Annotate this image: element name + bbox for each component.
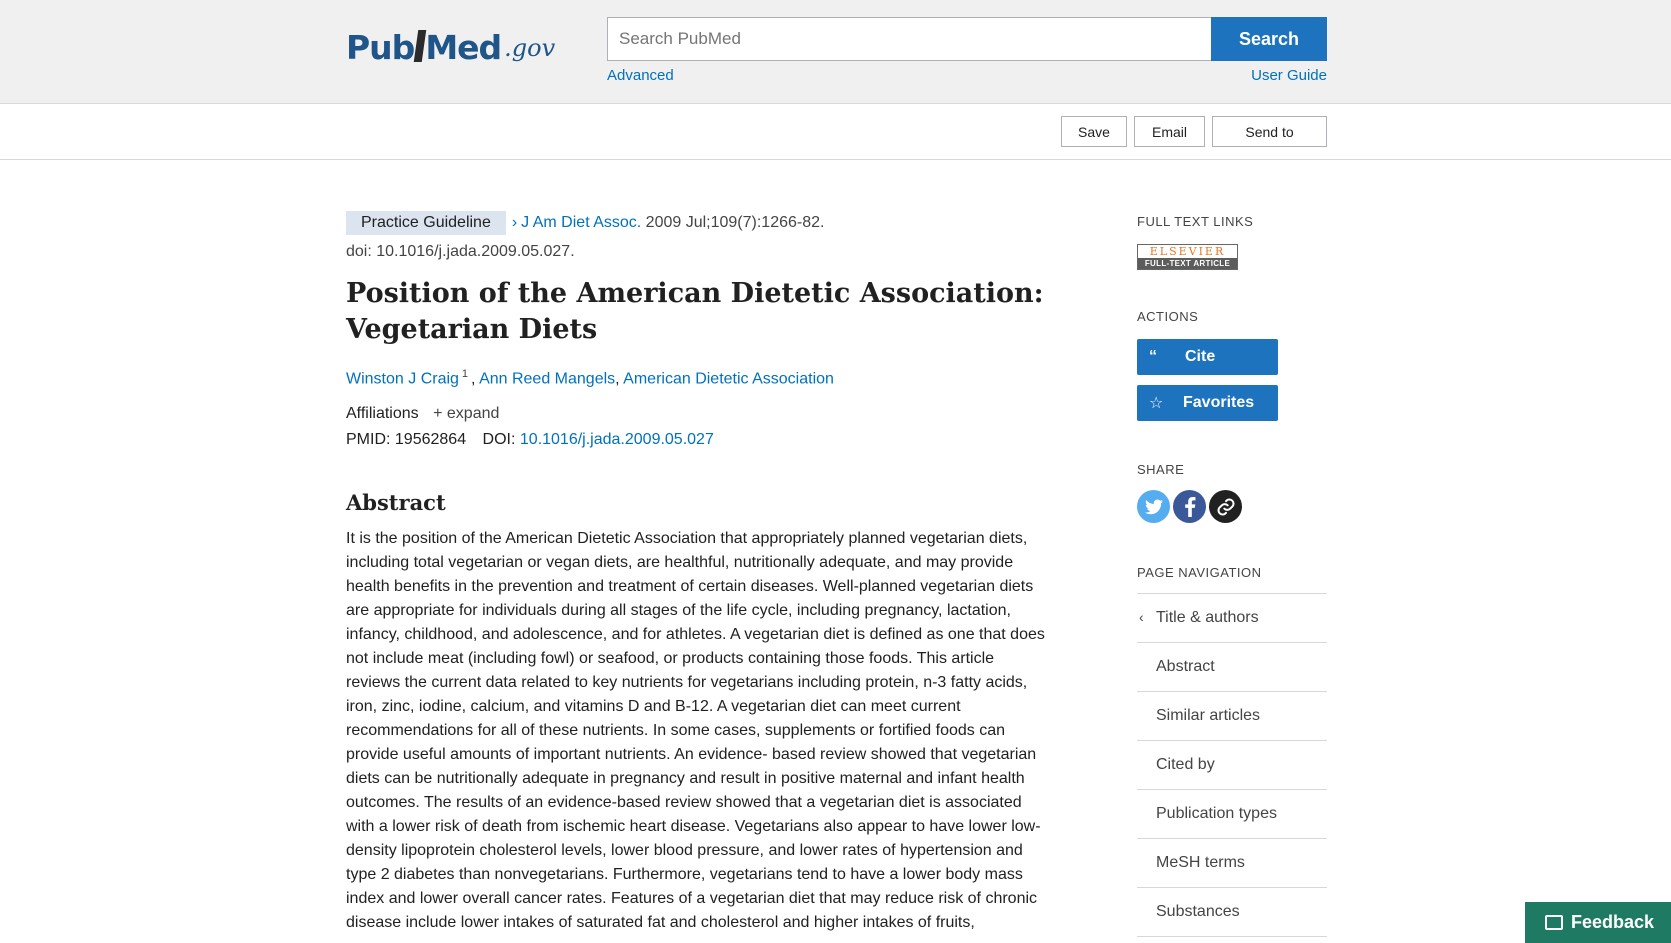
chevron-right-icon[interactable]: › bbox=[511, 214, 518, 231]
page-navigation-heading: PAGE NAVIGATION bbox=[1137, 565, 1262, 580]
nav-item-label: Title & authors bbox=[1156, 609, 1259, 626]
nav-item-cited-by[interactable] bbox=[1137, 741, 1327, 790]
author-link[interactable]: Winston J Craig bbox=[346, 370, 459, 388]
journal-issue: 2009 Jul;109(7):1266-82. bbox=[645, 214, 825, 231]
logo-med-text: Med bbox=[425, 28, 502, 67]
actions-heading: ACTIONS bbox=[1137, 309, 1199, 324]
page-navigation bbox=[1137, 593, 1327, 937]
abstract-line: It is the position of the American Dietetic Association that appropriately planned vegetarian diets, bbox=[346, 530, 1028, 547]
expand-affiliations-button[interactable] bbox=[433, 405, 499, 422]
favorites-label: Favorites bbox=[1183, 394, 1255, 411]
author-link[interactable]: Ann Reed Mangels bbox=[479, 370, 616, 388]
nav-item-similar-articles[interactable] bbox=[1137, 692, 1327, 741]
share-buttons bbox=[1137, 490, 1242, 523]
twitter-icon[interactable] bbox=[1137, 490, 1170, 523]
nav-item-label: Abstract bbox=[1156, 658, 1215, 675]
affiliation-marker[interactable]: 1 bbox=[461, 368, 469, 380]
expand-label: expand bbox=[446, 405, 500, 422]
abstract-line: outcomes. The results of an evidence-based review showed that a vegetarian diet is associated bbox=[346, 794, 1022, 811]
quote-icon: “ bbox=[1149, 348, 1157, 365]
search-button[interactable]: Search bbox=[1211, 17, 1327, 61]
author-link[interactable]: American Dietetic Association bbox=[623, 370, 834, 388]
pmid-value: 19562864 bbox=[394, 431, 467, 448]
authors-list: Winston J Craig $^1$ , Ann Reed Mangels, American Dietetic Association bbox=[346, 368, 834, 388]
chevron-left-icon: ‹ bbox=[1139, 609, 1144, 625]
affiliations-row bbox=[346, 405, 499, 423]
abstract-line: index and lower overall cancer rates. Features of a vegetarian diet that may reduce risk of chronic bbox=[346, 890, 1038, 907]
affiliations-label: Affiliations bbox=[346, 405, 419, 422]
feedback-label: Feedback bbox=[1571, 912, 1655, 932]
email-button[interactable]: Email bbox=[1134, 116, 1205, 147]
article-toolbar bbox=[0, 104, 1671, 160]
abstract-line: reviews the current data related to key nutrients for vegetarians including protein, n-3 fatty acids, bbox=[346, 674, 1028, 691]
elsevier-full-text-link[interactable] bbox=[1137, 244, 1238, 270]
nav-item-label: Substances bbox=[1156, 903, 1240, 920]
abstract-line: infancy, childhood, and adolescence, and for athletes. A vegetarian diet is defined as one that does bbox=[346, 626, 1045, 643]
comment-icon bbox=[1545, 915, 1563, 930]
abstract-line: including total vegetarian or vegan diets, are healthful, nutritionally adequate, and may provide bbox=[346, 554, 1014, 571]
site-header bbox=[0, 0, 1671, 104]
citation-doi: doi: 10.1016/j.jada.2009.05.027. bbox=[346, 243, 575, 260]
search-input[interactable] bbox=[607, 17, 1212, 61]
elsevier-full-text-label: FULL-TEXT ARTICLE bbox=[1138, 258, 1237, 269]
advanced-search-link[interactable]: Advanced bbox=[607, 67, 674, 84]
nav-item-label: Similar articles bbox=[1156, 707, 1261, 724]
logo-pub-text: Pub bbox=[346, 28, 415, 67]
nav-item-label: Cited by bbox=[1156, 756, 1215, 773]
permalink-icon[interactable] bbox=[1209, 490, 1242, 523]
citation bbox=[346, 208, 1066, 266]
abstract-line: are appropriate for individuals during all stages of the life cycle, including pregnancy, lactation, bbox=[346, 602, 1011, 619]
favorites-button[interactable] bbox=[1137, 385, 1278, 421]
journal-link[interactable]: J Am Diet Assoc. bbox=[521, 214, 642, 231]
send-to-button[interactable]: Send to bbox=[1212, 116, 1327, 147]
nav-item-label: MeSH terms bbox=[1156, 854, 1245, 871]
abstract-line: disease include lower intakes of saturated fat and cholesterol and higher intakes of fruits, bbox=[346, 914, 975, 931]
save-button[interactable]: Save bbox=[1061, 116, 1127, 147]
abstract-line: iron, zinc, iodine, calcium, and vitamins D and B-12. A vegetarian diet can meet current bbox=[346, 698, 961, 715]
abstract-line: recommendations for all of these nutrients. In some cases, supplements or fortified foods can bbox=[346, 722, 1005, 739]
nav-item-substances[interactable] bbox=[1137, 888, 1327, 937]
nav-item-abstract[interactable] bbox=[1137, 643, 1327, 692]
feedback-button[interactable] bbox=[1525, 902, 1671, 943]
abstract-line: diets can be nutritionally adequate in pregnancy and result in positive maternal and infant health bbox=[346, 770, 1025, 787]
pmid-label: PMID: bbox=[346, 431, 391, 448]
abstract-line: not include meat (including fowl) or seafood, or products containing those foods. This article bbox=[346, 650, 995, 667]
pubmed-logo[interactable] bbox=[346, 14, 556, 67]
doi-link[interactable]: 10.1016/j.jada.2009.05.027 bbox=[519, 431, 714, 448]
identifiers bbox=[346, 431, 714, 449]
doi-label: DOI: bbox=[482, 431, 516, 448]
nav-item-publication-types[interactable] bbox=[1137, 790, 1327, 839]
plus-icon: + bbox=[433, 405, 443, 422]
abstract-line: with a lower risk of death from ischemic heart disease. Vegetarians also appear to have lower low- bbox=[346, 818, 1041, 835]
nav-item-mesh-terms[interactable] bbox=[1137, 839, 1327, 888]
logo-gov-text: .gov bbox=[504, 34, 556, 62]
cite-button[interactable] bbox=[1137, 339, 1278, 375]
share-heading: SHARE bbox=[1137, 462, 1185, 477]
cite-label: Cite bbox=[1185, 348, 1216, 365]
nav-item-label: Publication types bbox=[1156, 805, 1277, 822]
page-title: Position of the American Dietetic Association: Vegetarian Diets bbox=[346, 278, 1044, 345]
nav-item-title-authors[interactable] bbox=[1137, 594, 1327, 643]
star-icon: ☆ bbox=[1149, 395, 1164, 412]
abstract-line: type 2 diabetes than nonvegetarians. Furthermore, vegetarians tend to have a lower body mass bbox=[346, 866, 1023, 883]
facebook-icon[interactable] bbox=[1173, 490, 1206, 523]
abstract-line: density lipoprotein cholesterol levels, lower blood pressure, and lower rates of hypertension and bbox=[346, 842, 1023, 859]
elsevier-logo-text: ELSEVIER bbox=[1149, 245, 1226, 258]
full-text-links-heading: FULL TEXT LINKS bbox=[1137, 214, 1254, 229]
abstract-heading: Abstract bbox=[346, 490, 446, 515]
abstract-text bbox=[346, 527, 1066, 935]
abstract-line: health benefits in the prevention and treatment of certain diseases. Well-planned vegetarian diets bbox=[346, 578, 1034, 595]
abstract-line: provide useful amounts of important nutrients. An evidence- based review showed that vegetarian bbox=[346, 746, 1037, 763]
publication-type-badge: Practice Guideline bbox=[346, 211, 506, 235]
user-guide-link[interactable]: User Guide bbox=[1251, 67, 1327, 84]
